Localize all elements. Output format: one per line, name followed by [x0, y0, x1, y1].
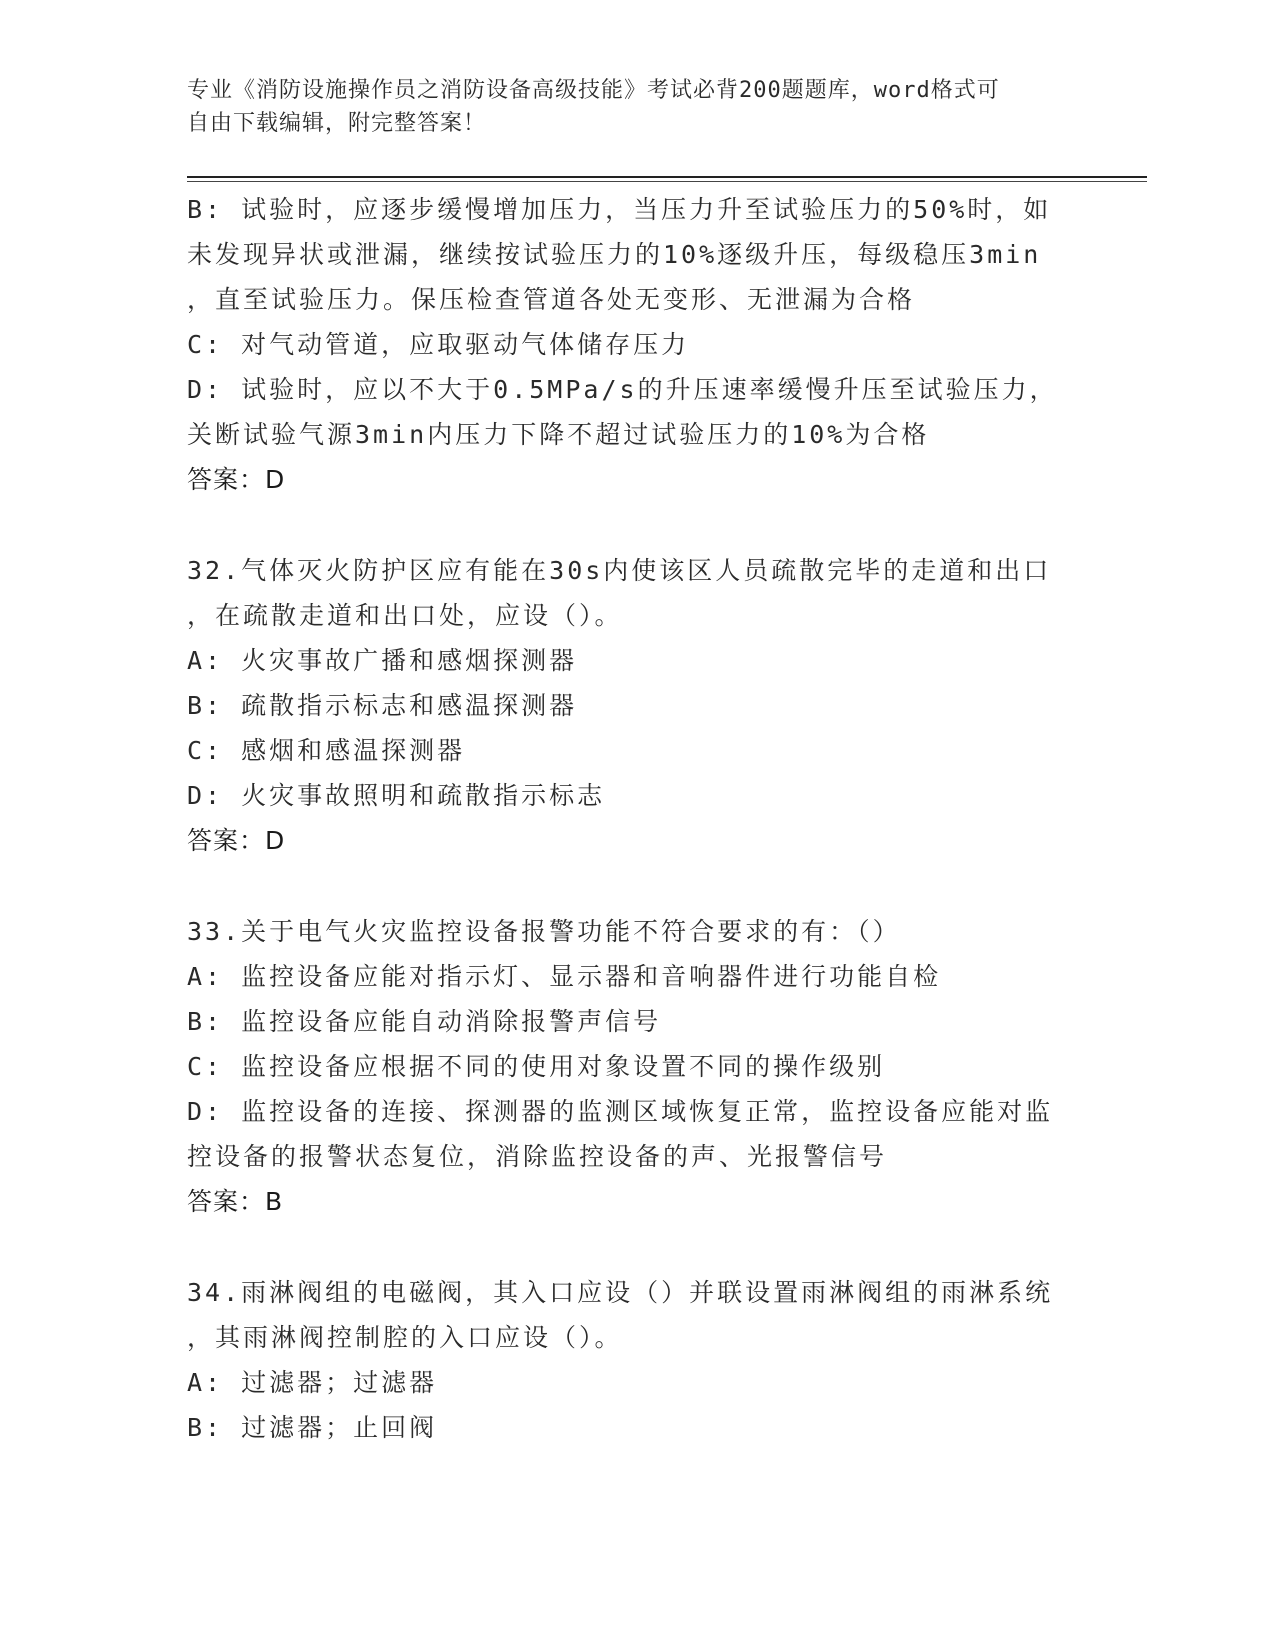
option-d: D: 火灾事故照明和疏散指示标志	[187, 781, 606, 810]
option-c: C: 对气动管道，应取驱动气体储存压力	[187, 330, 690, 359]
option-a: A: 过滤器；过滤器	[187, 1368, 438, 1397]
answer-line: 答案：D	[187, 465, 286, 494]
option-c: C: 监控设备应根据不同的使用对象设置不同的操作级别	[187, 1052, 886, 1081]
question-33	[187, 909, 1087, 1224]
question-stem-line-2: ，在疏散走道和出口处，应设（）。	[187, 601, 623, 630]
question-stem-line-1: 32.气体灭火防护区应有能在30s内使该区人员疏散完毕的走道和出口	[187, 556, 1052, 585]
option-d-line-2: 关断试验气源3min内压力下降不超过试验压力的10%为合格	[187, 420, 930, 449]
option-b: B: 疏散指示标志和感温探测器	[187, 691, 578, 720]
question-stem: 33.关于电气火灾监控设备报警功能不符合要求的有：（）	[187, 917, 901, 946]
option-c: C: 感烟和感温探测器	[187, 736, 466, 765]
option-b-line-2: 未发现异状或泄漏，继续按试验压力的10%逐级升压，每级稳压3min	[187, 240, 1042, 269]
option-b: B: 监控设备应能自动消除报警声信号	[187, 1007, 662, 1036]
header-title-line-1: 专业《消防设施操作员之消防设备高级技能》考试必背200题题库，word格式可	[187, 78, 1000, 103]
header-title-line-2: 自由下载编辑，附完整答案！	[187, 111, 487, 136]
document-header	[187, 74, 1067, 140]
option-a: A: 火灾事故广播和感烟探测器	[187, 646, 578, 675]
question-34	[187, 1270, 1087, 1450]
option-b: B: 过滤器；止回阀	[187, 1413, 438, 1442]
question-32	[187, 548, 1087, 863]
option-d-line-2: 控设备的报警状态复位，消除监控设备的声、光报警信号	[187, 1142, 888, 1171]
question-spacer	[187, 502, 1087, 548]
option-b-line-1: B: 试验时，应逐步缓慢增加压力，当压力升至试验压力的50%时，如	[187, 195, 1052, 224]
question-31-continued	[187, 187, 1087, 502]
question-spacer	[187, 863, 1087, 909]
option-a: A: 监控设备应能对指示灯、显示器和音响器件进行功能自检	[187, 962, 942, 991]
option-d-line-1: D: 监控设备的连接、探测器的监测区域恢复正常，监控设备应能对监	[187, 1097, 1054, 1126]
header-divider-thin	[187, 181, 1147, 182]
question-spacer	[187, 1224, 1087, 1270]
answer-line: 答案：D	[187, 826, 286, 855]
question-stem-line-1: 34.雨淋阀组的电磁阀，其入口应设（）并联设置雨淋阀组的雨淋系统	[187, 1278, 1054, 1307]
option-d-line-1: D: 试验时，应以不大于0.5MPa/s的升压速率缓慢升压至试验压力，	[187, 375, 1058, 404]
header-divider-thick	[187, 176, 1147, 178]
question-stem-line-2: ，其雨淋阀控制腔的入口应设（）。	[187, 1323, 623, 1352]
document-body	[187, 187, 1087, 1450]
answer-line: 答案：B	[187, 1187, 284, 1216]
option-b-line-3: ，直至试验压力。保压检查管道各处无变形、无泄漏为合格	[187, 285, 916, 314]
